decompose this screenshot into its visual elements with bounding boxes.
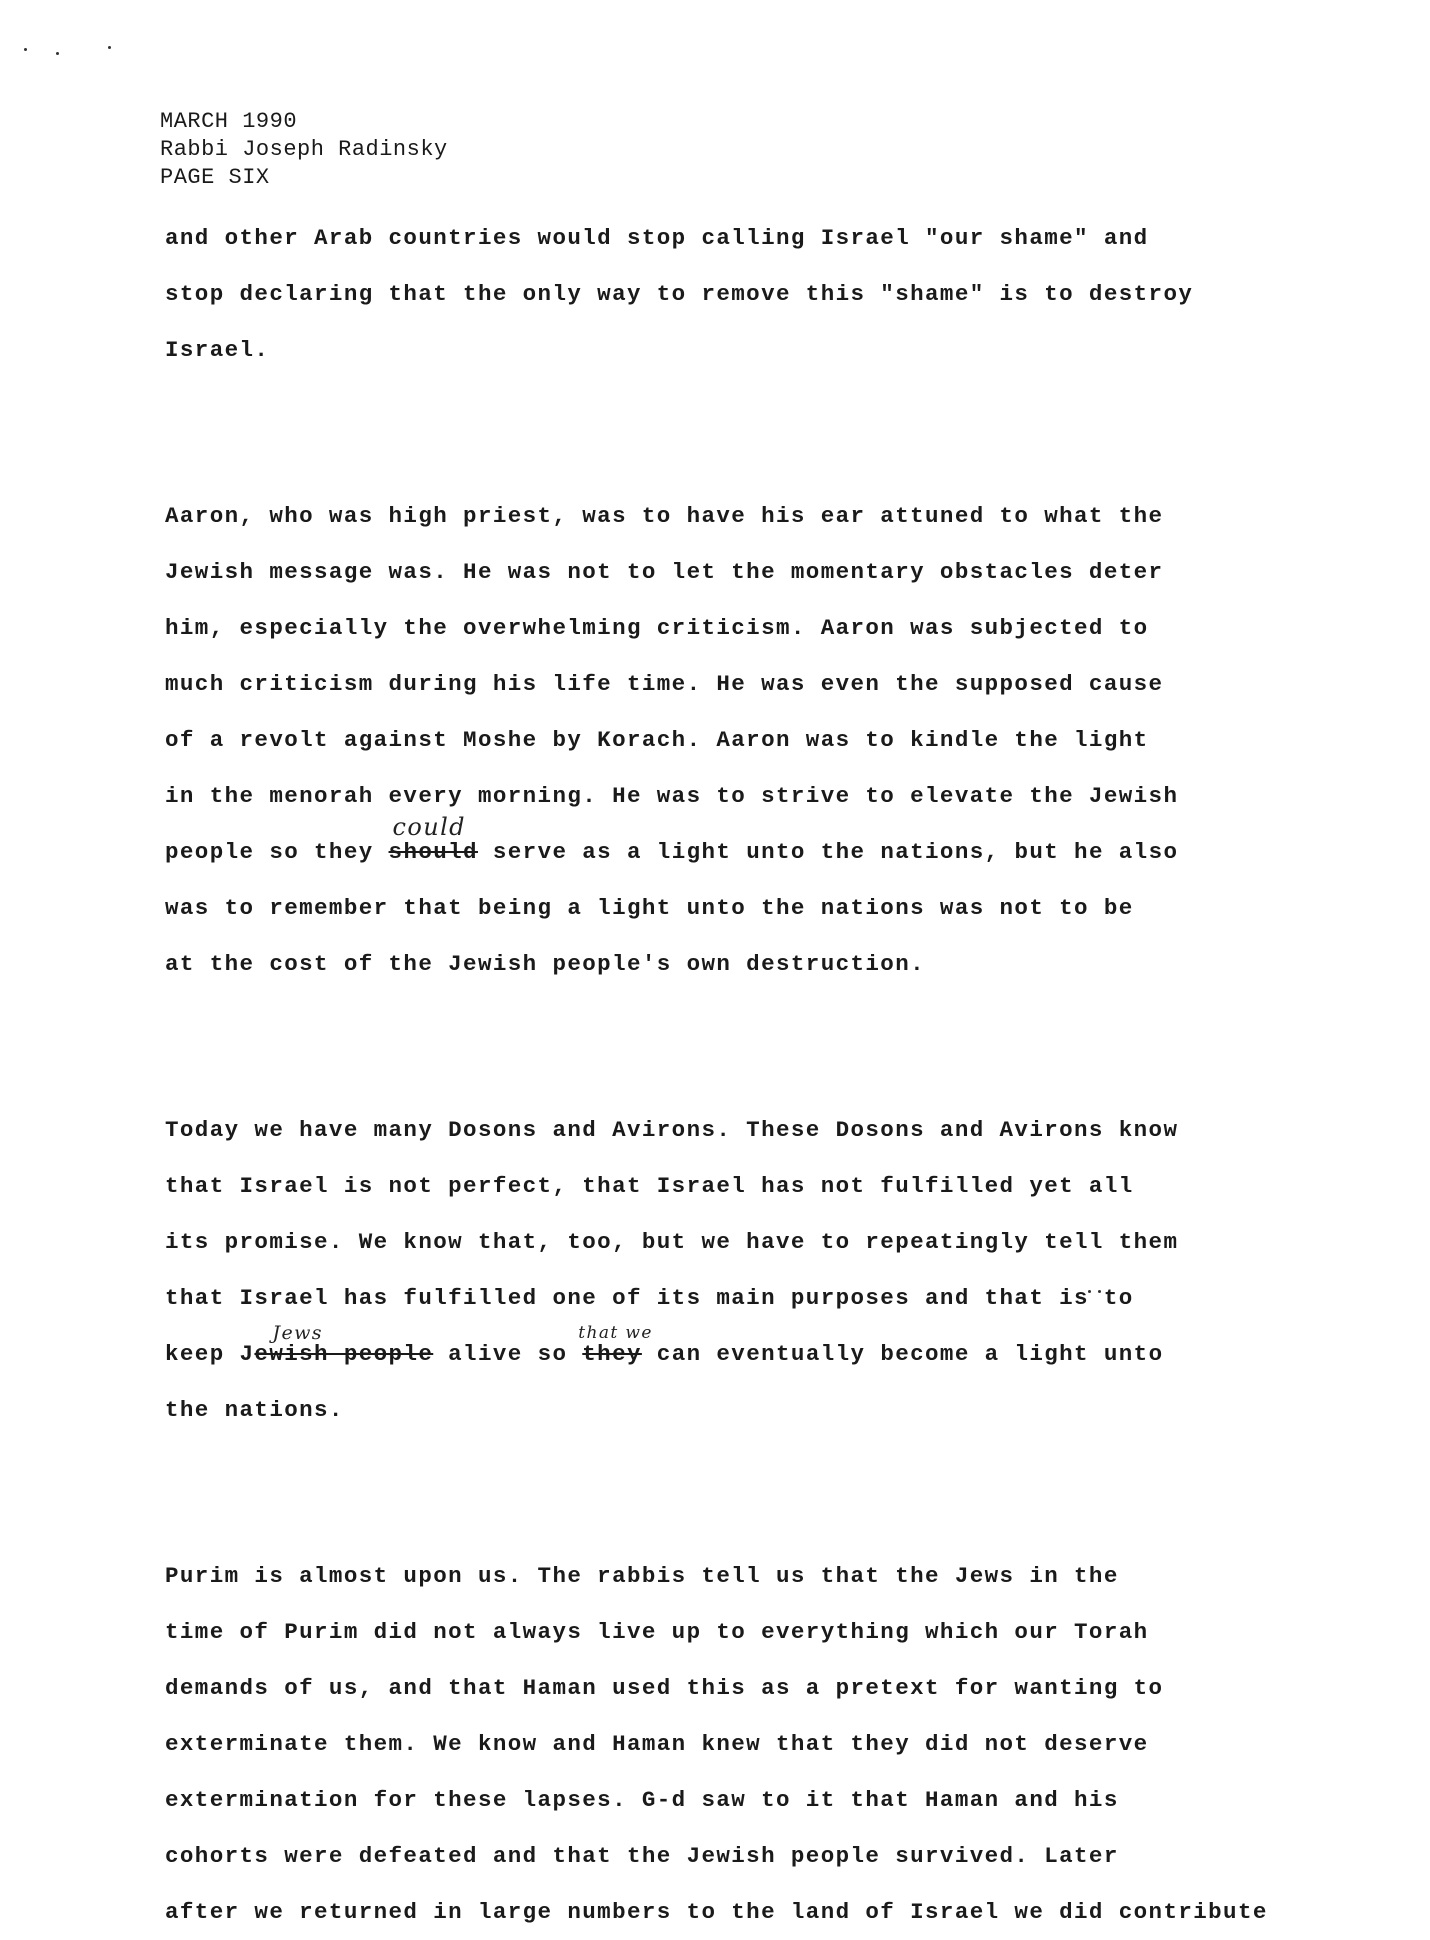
edited-text-line bbox=[165, 1322, 1265, 1382]
document-body bbox=[165, 210, 1268, 1940]
text-line: demands of us, and that Haman used this as a pretext for wanting to bbox=[165, 1675, 1164, 1701]
scan-speck bbox=[108, 46, 111, 49]
header-page-label: PAGE SIX bbox=[160, 165, 270, 190]
text-line: stop declaring that the only way to remove this "shame" is to destroy bbox=[165, 281, 1194, 307]
header-author: Rabbi Joseph Radinsky bbox=[160, 137, 448, 162]
text-line: Israel. bbox=[165, 337, 270, 363]
text-line: exterminate them. We know and Haman knew that they did not deserve bbox=[165, 1731, 1149, 1757]
scan-speck bbox=[24, 48, 27, 51]
text-line: of a revolt against Moshe by Korach. Aaron was to kindle the light bbox=[165, 727, 1149, 753]
document-header bbox=[160, 108, 448, 192]
text-segment: people so they bbox=[165, 839, 389, 865]
edited-text-line bbox=[165, 813, 1265, 880]
text-segment: can eventually become a light unto bbox=[641, 1341, 1164, 1367]
text-line: much criticism during his life time. He was even the supposed cause bbox=[165, 671, 1164, 697]
handwritten-insertion: that we bbox=[578, 1323, 653, 1343]
text-line: in the menorah every morning. He was to strive to elevate the Jewish bbox=[165, 783, 1179, 809]
text-line: Jewish message was. He was not to let the momentary obstacles deter bbox=[165, 559, 1164, 585]
struck-word: could should bbox=[388, 813, 478, 865]
struck-phrase: Jews ewish people bbox=[254, 1322, 434, 1367]
text-line: Aaron, who was high priest, was to have his ear attuned to what the bbox=[165, 503, 1164, 529]
text-line: at the cost of the Jewish people's own destruction. bbox=[165, 951, 926, 977]
text-line: that Israel is not perfect, that Israel has not fulfilled yet all bbox=[165, 1173, 1134, 1199]
handwritten-insertion: Jews bbox=[272, 1322, 323, 1344]
text-line: its promise. We know that, too, but we have to repeatingly tell them bbox=[165, 1229, 1179, 1255]
handwritten-insertion: could bbox=[392, 813, 466, 841]
paragraph bbox=[165, 488, 1265, 992]
text-line: time of Purim did not always live up to everything which our Torah bbox=[165, 1619, 1149, 1645]
text-line: the nations. bbox=[165, 1397, 344, 1423]
text-line: him, especially the overwhelming criticism. Aaron was subjected to bbox=[165, 615, 1149, 641]
paragraph bbox=[165, 210, 1265, 378]
text-line: Purim is almost upon us. The rabbis tell us that the Jews in the bbox=[165, 1563, 1119, 1589]
text-segment: keep J bbox=[165, 1341, 255, 1367]
text-segment: alive so bbox=[433, 1341, 583, 1367]
paragraph bbox=[165, 1102, 1265, 1438]
text-line: and other Arab countries would stop calling Israel "our shame" and bbox=[165, 225, 1149, 251]
struck-word: that we they bbox=[578, 1323, 653, 1367]
text-line: Today we have many Dosons and Avirons. These Dosons and Avirons know bbox=[165, 1117, 1179, 1143]
header-date: MARCH 1990 bbox=[160, 109, 298, 134]
scan-speck bbox=[56, 52, 59, 55]
text-line: cohorts were defeated and that the Jewish people survived. Later bbox=[165, 1843, 1119, 1869]
text-segment: serve as a light unto the nations, but he also bbox=[477, 839, 1179, 865]
text-line: that Israel has fulfilled one of its main purposes and that is to bbox=[165, 1285, 1134, 1311]
paragraph bbox=[165, 1548, 1268, 1940]
text-line: extermination for these lapses. G-d saw to it that Haman and his bbox=[165, 1787, 1119, 1813]
text-line: after we returned in large numbers to the land of Israel we did contribute bbox=[165, 1899, 1268, 1925]
text-line: was to remember that being a light unto the nations was not to be bbox=[165, 895, 1134, 921]
